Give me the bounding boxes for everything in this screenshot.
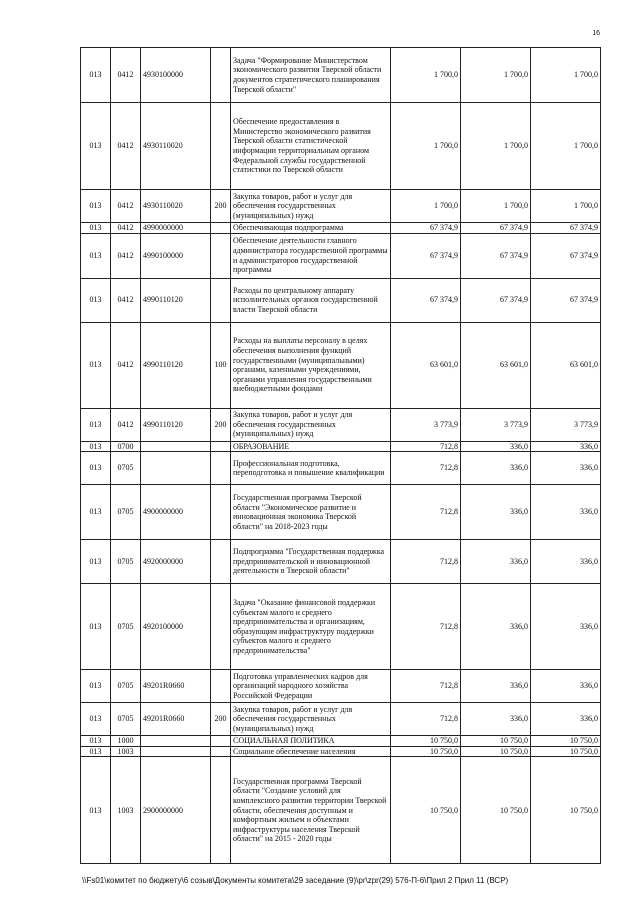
row-code: 013 xyxy=(81,736,111,747)
row-value-3: 336,0 xyxy=(531,540,601,584)
row-name: Обеспечение предоставления в Министерство экономического развития Тверской области статистической информации территориальным органом Федеральной службы государственной статистики по Тверской области xyxy=(231,103,391,190)
table-row xyxy=(81,233,601,278)
row-section: 0705 xyxy=(111,485,141,540)
row-name: Расходы на выплаты персоналу в целях обеспечения выполнения функций государственными (муниципальными) органами, казенными учреждениями, органами управления государственными внебюджетными фондами xyxy=(231,322,391,408)
row-name: Задача "Оказание финансовой поддержки субъектам малого и среднего предпринимательства и организациям, образующим инфраструктуру поддержки субъектов малого и среднего предпринимательства" xyxy=(231,584,391,670)
page-number: 16 xyxy=(592,30,600,37)
row-article: 4990110120 xyxy=(141,278,211,322)
row-name: Государственная программа Тверской области "Экономическое развитие и инновационная экономика Тверской области" на 2018-2023 годы xyxy=(231,485,391,540)
row-expense-type: 100 xyxy=(211,322,231,408)
table-row xyxy=(81,670,601,703)
row-article: 4990110120 xyxy=(141,322,211,408)
row-article xyxy=(141,746,211,757)
row-article xyxy=(141,736,211,747)
row-article: 4990000000 xyxy=(141,223,211,234)
row-value-2: 1 700,0 xyxy=(461,103,531,190)
row-value-2: 336,0 xyxy=(461,441,531,452)
row-value-1: 67 374,9 xyxy=(391,233,461,278)
row-name: Подпрограмма "Государственная поддержка предпринимательской и инновационной деятельности в Тверской области" xyxy=(231,540,391,584)
row-article xyxy=(141,441,211,452)
row-section: 0705 xyxy=(111,540,141,584)
row-section: 0412 xyxy=(111,322,141,408)
row-code: 013 xyxy=(81,584,111,670)
row-value-1: 712,8 xyxy=(391,441,461,452)
table-row xyxy=(81,441,601,452)
row-section: 0412 xyxy=(111,48,141,103)
row-article: 2900000000 xyxy=(141,757,211,864)
row-name: Закупка товаров, работ и услуг для обеспечения государственных (муниципальных) нужд xyxy=(231,408,391,441)
footer-file-path: \\Fs01\комитет по бюджету\6 созыв\Документы комитета\29 заседание (9)\pr\zpr(29) 576-П-6\Прил 2 Прил 11 (ВСР) xyxy=(82,876,509,885)
budget-table xyxy=(80,47,601,864)
row-value-3: 336,0 xyxy=(531,485,601,540)
row-name: Расходы по центральному аппарату исполнительных органов государственной власти Тверской области xyxy=(231,278,391,322)
table-row xyxy=(81,48,601,103)
row-value-3: 336,0 xyxy=(531,441,601,452)
row-value-1: 67 374,9 xyxy=(391,223,461,234)
row-value-3: 67 374,9 xyxy=(531,278,601,322)
table-row xyxy=(81,408,601,441)
row-expense-type xyxy=(211,233,231,278)
table-row xyxy=(81,452,601,485)
row-value-1: 10 750,0 xyxy=(391,746,461,757)
row-value-2: 336,0 xyxy=(461,670,531,703)
row-code: 013 xyxy=(81,670,111,703)
row-value-1: 712,8 xyxy=(391,452,461,485)
row-expense-type: 200 xyxy=(211,408,231,441)
row-article: 4930110020 xyxy=(141,103,211,190)
row-value-3: 10 750,0 xyxy=(531,746,601,757)
row-expense-type xyxy=(211,670,231,703)
row-name: Задача "Формирование Министерством экономического развития Тверской области документов стратегического планирования Тверской области" xyxy=(231,48,391,103)
row-name: Обеспечение деятельности главного администратора государственной программы и администраторов государственной программы xyxy=(231,233,391,278)
row-section: 0705 xyxy=(111,584,141,670)
row-code: 013 xyxy=(81,441,111,452)
row-value-3: 336,0 xyxy=(531,703,601,736)
row-name: Закупка товаров, работ и услуг для обеспечения государственных (муниципальных) нужд xyxy=(231,703,391,736)
row-article: 4930100000 xyxy=(141,48,211,103)
table-row xyxy=(81,190,601,223)
row-value-3: 3 773,9 xyxy=(531,408,601,441)
row-value-2: 10 750,0 xyxy=(461,736,531,747)
row-code: 013 xyxy=(81,278,111,322)
row-name: Профессиональная подготовка, переподготовка и повышение квалификации xyxy=(231,452,391,485)
row-article xyxy=(141,452,211,485)
row-code: 013 xyxy=(81,452,111,485)
row-value-2: 336,0 xyxy=(461,584,531,670)
row-section: 0705 xyxy=(111,670,141,703)
row-value-1: 1 700,0 xyxy=(391,190,461,223)
row-expense-type xyxy=(211,746,231,757)
table-row xyxy=(81,278,601,322)
row-value-3: 63 601,0 xyxy=(531,322,601,408)
row-article: 4990110120 xyxy=(141,408,211,441)
row-value-2: 336,0 xyxy=(461,485,531,540)
row-value-3: 67 374,9 xyxy=(531,223,601,234)
table-row xyxy=(81,322,601,408)
row-code: 013 xyxy=(81,48,111,103)
row-value-3: 336,0 xyxy=(531,670,601,703)
row-code: 013 xyxy=(81,485,111,540)
table-row xyxy=(81,223,601,234)
row-article: 49201R0660 xyxy=(141,670,211,703)
row-article: 49201R0660 xyxy=(141,703,211,736)
row-value-1: 1 700,0 xyxy=(391,103,461,190)
row-value-3: 10 750,0 xyxy=(531,736,601,747)
row-value-2: 67 374,9 xyxy=(461,223,531,234)
row-code: 013 xyxy=(81,223,111,234)
row-section: 0412 xyxy=(111,190,141,223)
row-name: Государственная программа Тверской области "Создание условий для комплексного развития территории Тверской области, обеспечения доступным и комфортным жильем и объектами инфраструктуры населения Тверской области" на 2015 - 2020 годы xyxy=(231,757,391,864)
row-section: 0705 xyxy=(111,452,141,485)
row-expense-type: 200 xyxy=(211,190,231,223)
row-section: 0705 xyxy=(111,703,141,736)
row-code: 013 xyxy=(81,408,111,441)
row-section: 1003 xyxy=(111,746,141,757)
table-row xyxy=(81,703,601,736)
row-expense-type xyxy=(211,540,231,584)
row-code: 013 xyxy=(81,746,111,757)
table-row xyxy=(81,736,601,747)
row-article: 4930110020 xyxy=(141,190,211,223)
table-row xyxy=(81,746,601,757)
row-code: 013 xyxy=(81,757,111,864)
row-article: 4920000000 xyxy=(141,540,211,584)
row-value-1: 712,8 xyxy=(391,584,461,670)
row-name: Обеспечивающая подпрограмма xyxy=(231,223,391,234)
row-section: 0412 xyxy=(111,223,141,234)
row-section: 0412 xyxy=(111,278,141,322)
row-expense-type xyxy=(211,223,231,234)
row-value-2: 67 374,9 xyxy=(461,278,531,322)
row-expense-type xyxy=(211,48,231,103)
row-section: 0412 xyxy=(111,233,141,278)
row-code: 013 xyxy=(81,322,111,408)
row-value-1: 63 601,0 xyxy=(391,322,461,408)
row-value-1: 712,8 xyxy=(391,540,461,584)
table-row xyxy=(81,103,601,190)
table-body xyxy=(81,48,601,864)
table-row xyxy=(81,540,601,584)
row-value-1: 712,8 xyxy=(391,670,461,703)
row-value-2: 3 773,9 xyxy=(461,408,531,441)
row-value-3: 1 700,0 xyxy=(531,48,601,103)
row-name: Социальное обеспечение населения xyxy=(231,746,391,757)
row-value-2: 67 374,9 xyxy=(461,233,531,278)
row-value-3: 1 700,0 xyxy=(531,190,601,223)
row-value-1: 712,8 xyxy=(391,703,461,736)
row-expense-type xyxy=(211,736,231,747)
row-expense-type xyxy=(211,452,231,485)
row-expense-type xyxy=(211,103,231,190)
row-name: Закупка товаров, работ и услуг для обеспечения государственных (муниципальных) нужд xyxy=(231,190,391,223)
row-expense-type xyxy=(211,485,231,540)
row-expense-type xyxy=(211,584,231,670)
row-article: 4900000000 xyxy=(141,485,211,540)
row-value-1: 1 700,0 xyxy=(391,48,461,103)
row-value-1: 3 773,9 xyxy=(391,408,461,441)
row-code: 013 xyxy=(81,103,111,190)
row-value-2: 10 750,0 xyxy=(461,757,531,864)
row-expense-type xyxy=(211,757,231,864)
row-name: ОБРАЗОВАНИЕ xyxy=(231,441,391,452)
row-value-3: 1 700,0 xyxy=(531,103,601,190)
row-value-2: 336,0 xyxy=(461,452,531,485)
row-code: 013 xyxy=(81,190,111,223)
row-value-2: 10 750,0 xyxy=(461,746,531,757)
row-expense-type: 200 xyxy=(211,703,231,736)
row-value-1: 712,8 xyxy=(391,485,461,540)
row-value-3: 336,0 xyxy=(531,452,601,485)
row-section: 0412 xyxy=(111,103,141,190)
row-value-3: 10 750,0 xyxy=(531,757,601,864)
row-name: СОЦИАЛЬНАЯ ПОЛИТИКА xyxy=(231,736,391,747)
row-value-2: 63 601,0 xyxy=(461,322,531,408)
row-value-2: 1 700,0 xyxy=(461,48,531,103)
table-row xyxy=(81,485,601,540)
row-value-3: 336,0 xyxy=(531,584,601,670)
row-name: Подготовка управленческих кадров для организаций народного хозяйства Российской Федерации xyxy=(231,670,391,703)
row-code: 013 xyxy=(81,233,111,278)
row-value-2: 336,0 xyxy=(461,540,531,584)
table-row xyxy=(81,584,601,670)
row-value-2: 336,0 xyxy=(461,703,531,736)
row-section: 1000 xyxy=(111,736,141,747)
row-value-1: 10 750,0 xyxy=(391,757,461,864)
row-value-1: 10 750,0 xyxy=(391,736,461,747)
row-value-3: 67 374,9 xyxy=(531,233,601,278)
row-expense-type xyxy=(211,441,231,452)
row-expense-type xyxy=(211,278,231,322)
row-code: 013 xyxy=(81,540,111,584)
row-section: 0700 xyxy=(111,441,141,452)
row-section: 1003 xyxy=(111,757,141,864)
row-value-2: 1 700,0 xyxy=(461,190,531,223)
row-article: 4990100000 xyxy=(141,233,211,278)
row-article: 4920100000 xyxy=(141,584,211,670)
row-value-1: 67 374,9 xyxy=(391,278,461,322)
row-section: 0412 xyxy=(111,408,141,441)
row-code: 013 xyxy=(81,703,111,736)
table-row xyxy=(81,757,601,864)
